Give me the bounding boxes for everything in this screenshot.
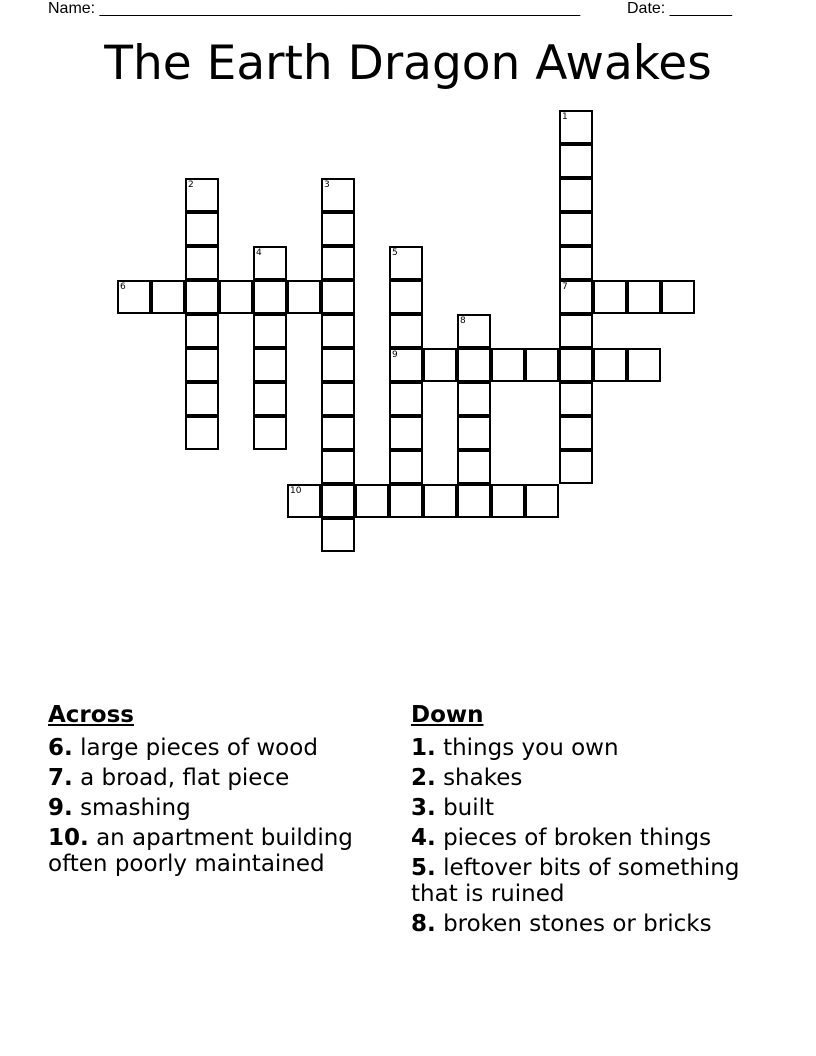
clue-number: 5. bbox=[411, 855, 436, 881]
grid-cell[interactable] bbox=[457, 450, 491, 484]
grid-cell[interactable] bbox=[321, 212, 355, 246]
grid-cell[interactable] bbox=[185, 416, 219, 450]
across-clues bbox=[48, 702, 388, 881]
grid-cell[interactable] bbox=[253, 382, 287, 416]
cell-number: 8 bbox=[460, 316, 466, 326]
clue-number: 1. bbox=[411, 735, 436, 761]
down-clue-4 bbox=[411, 825, 771, 851]
clue-number: 4. bbox=[411, 825, 436, 851]
down-clues bbox=[411, 702, 771, 941]
grid-cell[interactable] bbox=[185, 246, 219, 280]
cell-number: 6 bbox=[120, 282, 126, 292]
cell-number: 5 bbox=[392, 248, 398, 258]
grid-cell[interactable] bbox=[321, 484, 355, 518]
grid-cell[interactable] bbox=[321, 416, 355, 450]
grid-cell[interactable] bbox=[389, 382, 423, 416]
grid-cell[interactable] bbox=[389, 280, 423, 314]
down-clue-3 bbox=[411, 795, 771, 821]
grid-cell[interactable] bbox=[593, 348, 627, 382]
clue-text: smashing bbox=[80, 795, 191, 821]
grid-cell[interactable] bbox=[491, 484, 525, 518]
grid-cell[interactable] bbox=[559, 110, 593, 144]
grid-cell[interactable] bbox=[321, 382, 355, 416]
grid-cell[interactable] bbox=[321, 348, 355, 382]
clue-text: leftover bits of something that is ruined bbox=[411, 855, 740, 907]
clue-number: 9. bbox=[48, 795, 73, 821]
grid-cell[interactable] bbox=[185, 178, 219, 212]
grid-cell[interactable] bbox=[457, 382, 491, 416]
grid-cell[interactable] bbox=[559, 280, 593, 314]
across-clue-7 bbox=[48, 765, 388, 791]
grid-cell[interactable] bbox=[559, 314, 593, 348]
grid-cell[interactable] bbox=[525, 348, 559, 382]
grid-cell[interactable] bbox=[627, 348, 661, 382]
clue-text: a broad, flat piece bbox=[80, 765, 290, 791]
grid-cell[interactable] bbox=[457, 416, 491, 450]
grid-cell[interactable] bbox=[559, 212, 593, 246]
clue-number: 3. bbox=[411, 795, 436, 821]
grid-cell[interactable] bbox=[457, 314, 491, 348]
date-field[interactable]: Date: _______ bbox=[627, 0, 732, 17]
grid-cell[interactable] bbox=[185, 348, 219, 382]
across-clue-9 bbox=[48, 795, 388, 821]
grid-cell[interactable] bbox=[117, 280, 151, 314]
grid-cell[interactable] bbox=[661, 280, 695, 314]
grid-cell[interactable] bbox=[559, 178, 593, 212]
clue-number: 10. bbox=[48, 825, 89, 851]
grid-cell[interactable] bbox=[185, 212, 219, 246]
cell-number: 4 bbox=[256, 248, 262, 258]
grid-cell[interactable] bbox=[321, 178, 355, 212]
grid-cell[interactable] bbox=[253, 314, 287, 348]
grid-cell[interactable] bbox=[321, 280, 355, 314]
grid-cell[interactable] bbox=[389, 484, 423, 518]
clue-text: shakes bbox=[443, 765, 523, 791]
grid-cell[interactable] bbox=[389, 416, 423, 450]
grid-cell[interactable] bbox=[525, 484, 559, 518]
grid-cell[interactable] bbox=[559, 246, 593, 280]
clue-text: an apartment building often poorly maintained bbox=[48, 825, 353, 877]
down-heading: Down bbox=[411, 702, 484, 728]
grid-cell[interactable] bbox=[389, 246, 423, 280]
grid-cell[interactable] bbox=[457, 348, 491, 382]
grid-cell[interactable] bbox=[287, 280, 321, 314]
clue-text: built bbox=[443, 795, 495, 821]
grid-cell[interactable] bbox=[559, 348, 593, 382]
grid-cell[interactable] bbox=[559, 144, 593, 178]
grid-cell[interactable] bbox=[321, 450, 355, 484]
across-clue-10 bbox=[48, 825, 388, 877]
cell-number: 1 bbox=[562, 112, 568, 122]
across-heading: Across bbox=[48, 702, 134, 728]
clue-number: 7. bbox=[48, 765, 73, 791]
clue-number: 2. bbox=[411, 765, 436, 791]
clue-text: pieces of broken things bbox=[443, 825, 712, 851]
grid-cell[interactable] bbox=[253, 280, 287, 314]
grid-cell[interactable] bbox=[559, 382, 593, 416]
grid-cell[interactable] bbox=[355, 484, 389, 518]
grid-cell[interactable] bbox=[627, 280, 661, 314]
grid-cell[interactable] bbox=[389, 450, 423, 484]
grid-cell[interactable] bbox=[219, 280, 253, 314]
grid-cell[interactable] bbox=[423, 348, 457, 382]
clue-text: broken stones or bricks bbox=[443, 911, 712, 937]
puzzle-title: The Earth Dragon Awakes bbox=[104, 36, 712, 91]
grid-cell[interactable] bbox=[389, 314, 423, 348]
clue-number: 6. bbox=[48, 735, 73, 761]
down-clue-8 bbox=[411, 911, 771, 937]
cell-number: 2 bbox=[188, 180, 194, 190]
name-field[interactable]: Name: ______________________________________________________ bbox=[48, 0, 581, 17]
down-clue-5 bbox=[411, 855, 771, 907]
grid-cell[interactable] bbox=[287, 484, 321, 518]
grid-cell[interactable] bbox=[389, 348, 423, 382]
across-clue-6 bbox=[48, 735, 388, 761]
cell-number: 7 bbox=[562, 282, 568, 292]
grid-cell[interactable] bbox=[559, 416, 593, 450]
clue-text: large pieces of wood bbox=[80, 735, 318, 761]
grid-cell[interactable] bbox=[321, 314, 355, 348]
grid-cell[interactable] bbox=[253, 416, 287, 450]
cell-number: 3 bbox=[324, 180, 330, 190]
grid-cell[interactable] bbox=[321, 518, 355, 552]
cell-number: 10 bbox=[290, 486, 302, 496]
grid-cell[interactable] bbox=[321, 246, 355, 280]
clue-number: 8. bbox=[411, 911, 436, 937]
grid-cell[interactable] bbox=[491, 348, 525, 382]
grid-cell[interactable] bbox=[151, 280, 185, 314]
grid-cell[interactable] bbox=[423, 484, 457, 518]
down-clue-2 bbox=[411, 765, 771, 791]
grid-cell[interactable] bbox=[253, 246, 287, 280]
grid-cell[interactable] bbox=[593, 280, 627, 314]
cell-number: 9 bbox=[392, 350, 398, 360]
clue-text: things you own bbox=[443, 735, 619, 761]
grid-cell[interactable] bbox=[559, 450, 593, 484]
down-clue-1 bbox=[411, 735, 771, 761]
grid-cell[interactable] bbox=[185, 382, 219, 416]
grid-cell[interactable] bbox=[253, 348, 287, 382]
grid-cell[interactable] bbox=[185, 314, 219, 348]
grid-cell[interactable] bbox=[185, 280, 219, 314]
grid-cell[interactable] bbox=[457, 484, 491, 518]
